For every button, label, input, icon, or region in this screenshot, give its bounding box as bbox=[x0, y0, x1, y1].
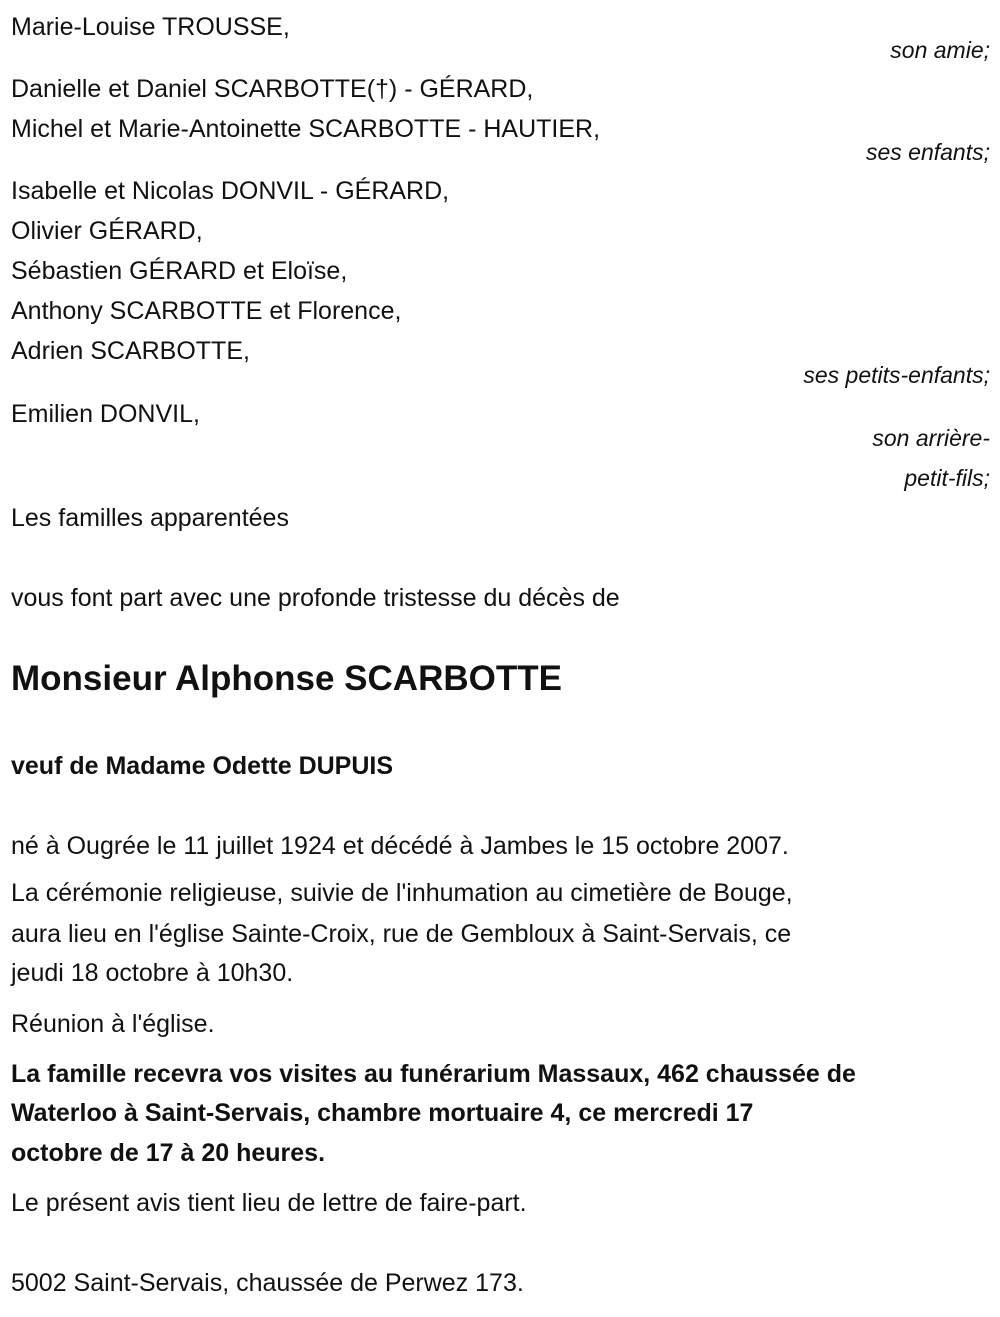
notice-text: Le présent avis tient lieu de lettre de faire-part. bbox=[11, 1189, 527, 1217]
birth-death-text: né à Ougrée le 11 juillet 1924 et décédé à Jambes le 15 octobre 2007. bbox=[11, 832, 789, 860]
ceremony-text: aura lieu en l'église Sainte-Croix, rue de Gembloux à Saint-Servais, ce bbox=[11, 920, 792, 948]
visits-text: octobre de 17 à 20 heures. bbox=[11, 1139, 326, 1167]
widower-of: veuf de Madame Odette DUPUIS bbox=[11, 752, 394, 780]
relation-label: ses enfants; bbox=[865, 139, 990, 165]
visits-text: La famille recevra vos visites au funérarium Massaux, 462 chaussée de bbox=[11, 1060, 856, 1088]
meeting-text: Réunion à l'église. bbox=[11, 1010, 215, 1038]
family-name-line: Olivier GÉRARD, bbox=[11, 217, 203, 245]
family-name-line: Isabelle et Nicolas DONVIL - GÉRARD, bbox=[11, 177, 450, 205]
family-name-line: Marie-Louise TROUSSE, bbox=[11, 13, 290, 41]
family-name-line: Adrien SCARBOTTE, bbox=[11, 337, 250, 365]
family-name-line: Michel et Marie-Antoinette SCARBOTTE - HAUTIER, bbox=[11, 115, 601, 143]
ceremony-text: La cérémonie religieuse, suivie de l'inhumation au cimetière de Bouge, bbox=[11, 879, 793, 907]
family-name-line: Anthony SCARBOTTE et Florence, bbox=[11, 297, 402, 325]
family-name-line: Les familles apparentées bbox=[11, 504, 289, 532]
ceremony-text: jeudi 18 octobre à 10h30. bbox=[11, 959, 294, 987]
relation-label: son arrière- bbox=[872, 425, 990, 451]
relation-label: petit-fils; bbox=[904, 465, 990, 491]
deceased-name: Monsieur Alphonse SCARBOTTE bbox=[11, 659, 562, 698]
family-name-line: Emilien DONVIL, bbox=[11, 400, 200, 428]
visits-text: Waterloo à Saint-Servais, chambre mortuaire 4, ce mercredi 17 bbox=[11, 1099, 754, 1127]
family-name-line: Danielle et Daniel SCARBOTTE(†) - GÉRARD, bbox=[11, 75, 534, 103]
announcement-text: vous font part avec une profonde tristesse du décès de bbox=[11, 584, 620, 612]
address-text: 5002 Saint-Servais, chaussée de Perwez 173. bbox=[11, 1269, 524, 1297]
family-name-line: Sébastien GÉRARD et Eloïse, bbox=[11, 257, 348, 285]
relation-label: ses petits-enfants; bbox=[803, 362, 990, 388]
relation-label: son amie; bbox=[890, 37, 990, 63]
